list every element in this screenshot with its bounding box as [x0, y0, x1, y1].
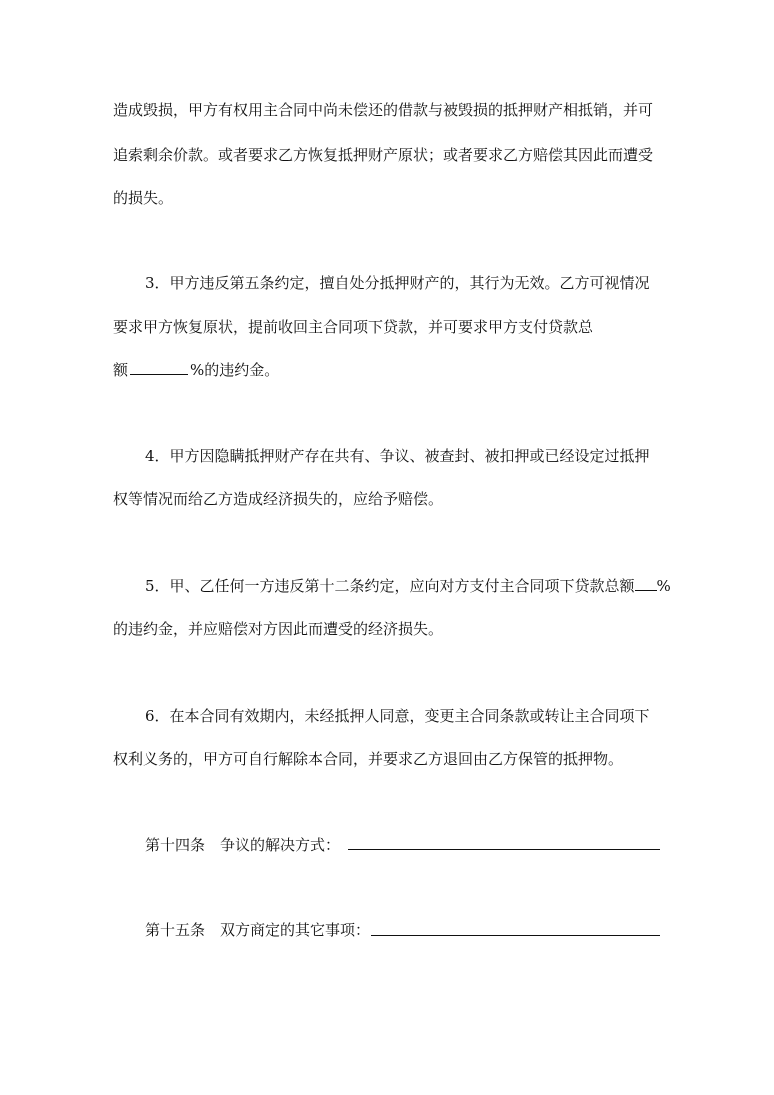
clause-3-prefix: 额	[113, 361, 129, 379]
paragraph-line: 追索剩余价款。或者要求乙方恢复抵押财产原状；或者要求乙方赔偿其因此而遭受	[113, 146, 654, 164]
article-14-label: 第十四条 争议的解决方式：	[145, 836, 341, 854]
clause-5-prefix: 5．甲、乙任何一方违反第十二条约定，应向对方支付主合同项下贷款总额	[145, 577, 635, 595]
clause-3-line: 3．甲方违反第五条约定，擅自处分抵押财产的，其行为无效。乙方可视情况	[145, 274, 650, 292]
penalty-percent-blank[interactable]	[130, 360, 188, 375]
clause-3-suffix: %的违约金。	[190, 361, 280, 379]
article-15-label: 第十五条 双方商定的其它事项：	[145, 921, 371, 939]
clause-6-line: 权利义务的，甲方可自行解除本合同，并要求乙方退回由乙方保管的抵押物。	[113, 750, 624, 768]
clause-4-line: 权等情况而给乙方造成经济损失的，应给予赔偿。	[113, 490, 444, 508]
paragraph-line: 的损失。	[113, 189, 174, 207]
clause-5-line	[145, 576, 705, 596]
other-matters-blank[interactable]	[371, 935, 660, 936]
paragraph-line: 造成毁损，甲方有权用主合同中尚未偿还的借款与被毁损的抵押财产相抵销，并可	[113, 101, 654, 119]
dispute-resolution-blank[interactable]	[348, 849, 660, 850]
clause-4-line: 4．甲方因隐瞒抵押财产存在共有、争议、被查封、被扣押或已经设定过抵押	[145, 447, 650, 465]
clause-3-line: 要求甲方恢复原状，提前收回主合同项下贷款，并可要求甲方支付贷款总	[113, 318, 594, 336]
penalty-percent-blank[interactable]	[635, 576, 657, 591]
clause-3-penalty-line	[113, 360, 673, 380]
clause-5-suffix: %	[656, 577, 671, 595]
clause-6-line: 6．在本合同有效期内，未经抵押人同意，变更主合同条款或转让主合同项下	[145, 707, 650, 725]
clause-5-line: 的违约金，并应赔偿对方因此而遭受的经济损失。	[113, 620, 444, 638]
